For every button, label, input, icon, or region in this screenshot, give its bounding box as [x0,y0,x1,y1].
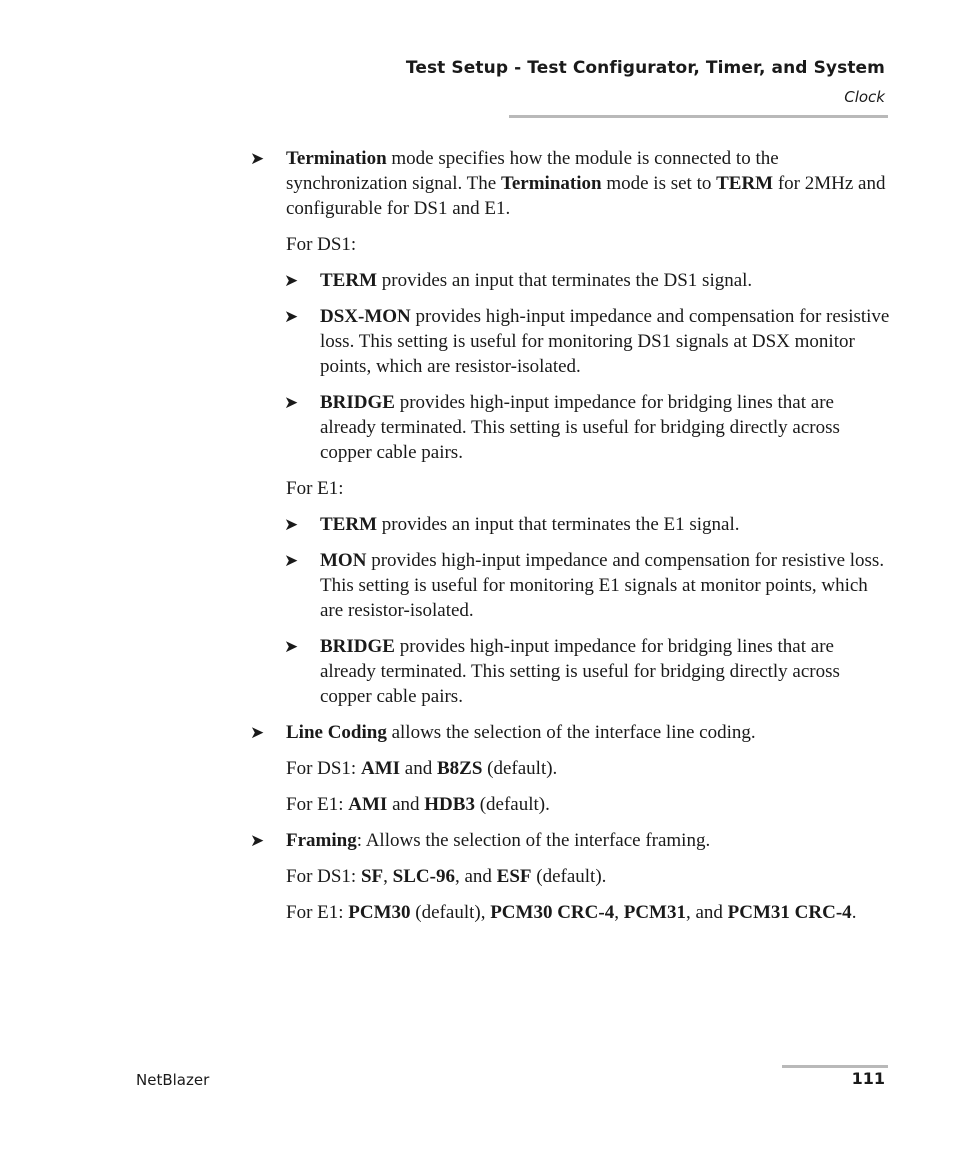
bullet-arrow-icon: ➤ [284,637,299,657]
e1-bridge-item: ➤ BRIDGE provides high-input impedance for bridging lines that are already terminated. This setting is useful for bridging directly across copper cable pairs. [284,636,840,707]
running-header-title: Test Setup - Test Configurator, Timer, and System [405,58,885,78]
ds1-dsxmon-item: ➤ DSX-MON provides high-input impedance and compensation for resistive loss. This setting is useful for monitoring DS1 signals at DSX monitor points, which are resistor-isolated. [284,306,890,377]
line-coding-ds1: For DS1: AMI and B8ZS (default). [286,758,558,779]
page-number: 111 [851,1069,885,1088]
bullet-arrow-icon: ➤ [284,307,299,327]
ds1-bridge-item: ➤ BRIDGE provides high-input impedance for bridging lines that are already terminated. This setting is useful for bridging directly across copper cable pairs. [284,392,840,463]
bullet-arrow-icon: ➤ [284,551,299,571]
footer-product-name: NetBlazer [136,1071,210,1089]
bullet-arrow-icon: ➤ [250,831,265,851]
bullet-arrow-icon: ➤ [284,393,299,413]
ds1-intro: For DS1: [286,234,357,255]
footer-rule [782,1065,888,1068]
page-body [250,146,890,936]
bullet-arrow-icon: ➤ [284,515,299,535]
framing-e1: For E1: PCM30 (default), PCM30 CRC-4, PCM31, and PCM31 CRC-4. [286,902,857,923]
running-header-subtitle: Clock [844,88,885,106]
e1-term-item: ➤ TERM provides an input that terminates the E1 signal. [250,512,890,537]
bullet-termination: ➤ Termination mode specifies how the module is connected to the synchronization signal. The Termination mode is set to TERM for 2MHz and configurable for DS1 and E1. [250,148,886,219]
e1-intro: For E1: [286,478,344,499]
bullet-arrow-icon: ➤ [250,723,265,743]
e1-mon-item: ➤ MON provides high-input impedance and compensation for resistive loss. This setting is useful for monitoring E1 signals at monitor points, which are resistor-isolated. [284,550,885,621]
bullet-framing: ➤ Framing: Allows the selection of the interface framing. [250,828,890,853]
bullet-arrow-icon: ➤ [284,271,299,291]
bullet-arrow-icon: ➤ [250,149,265,169]
framing-ds1: For DS1: SF, SLC-96, and ESF (default). [286,866,607,887]
term-termination: Termination [286,148,387,169]
bullet-line-coding: ➤ Line Coding allows the selection of the interface line coding. [250,720,890,745]
header-rule [509,115,888,118]
ds1-term-item: ➤ TERM provides an input that terminates the DS1 signal. [250,268,890,293]
line-coding-e1: For E1: AMI and HDB3 (default). [286,794,550,815]
